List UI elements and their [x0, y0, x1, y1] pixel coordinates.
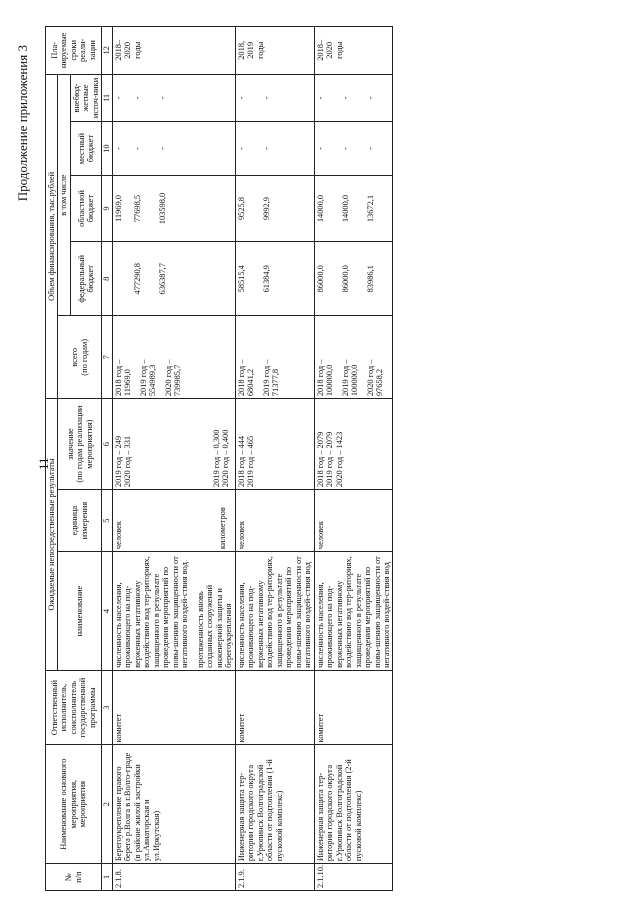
fin-external: [112, 74, 235, 122]
fin-regional: [112, 175, 235, 241]
terms: 2018– 2020 годы: [314, 27, 393, 75]
header-fin-total: всего (по годам): [58, 316, 102, 399]
fin-regional-year: 11969,0: [113, 195, 123, 222]
header-fin-external: внебюд-жетные источ-ники: [70, 74, 101, 122]
fin-external-year: -: [157, 96, 167, 100]
executor: комитет: [112, 670, 235, 744]
fin-total-year: 2018 год – 68041,2: [236, 359, 256, 397]
fin-external-year: -: [113, 96, 123, 100]
fin-total: [112, 316, 235, 399]
column-numbers-row: [102, 27, 112, 891]
result-unit: человек: [235, 490, 314, 552]
header-num: № п/п: [46, 864, 102, 891]
event-name: Инженерная защита тер-ритории городского округа г.Урюпинск Волгоградской области от подтопления (2-й пусковой комплекс): [314, 745, 393, 864]
result-unit: человек: [113, 521, 123, 550]
header-res-value: значение (по годам реализации мероприятия): [58, 399, 102, 490]
row-number: 2.1.9.: [235, 864, 314, 891]
result-name: протяженность вновь созданных сооружений инженерной защиты и берегоукрепления: [195, 584, 234, 668]
col-number: 3: [102, 670, 112, 744]
result-name: численность населения, проживающего на под-верженных негативному воздействию вод тер-риториях, защищенного в результате проведения мероприятий по повы-шению защищенности от негативного воздей-ствия вод: [113, 556, 190, 668]
result-name: численность населения, проживающего на под-верженных негативному воздействию вод тер-риториях, защищенного в результате проведения мероприятий по повы-шению защищенности от негативного воздей-ствия вод: [314, 552, 393, 671]
header-fin-incl: в том числе: [58, 74, 70, 316]
fin-federal-year: 636387,7: [157, 263, 167, 295]
fin-total: [235, 316, 314, 399]
fin-federal: [314, 242, 393, 316]
header-results: Ожидаемые непосредственные результаты: [46, 399, 58, 671]
fin-external-year: -: [315, 96, 325, 100]
fin-regional-year: 14000,0: [315, 194, 325, 223]
fin-regional: [235, 175, 314, 241]
header-event: Наименование основного мероприятия, мероприятия: [46, 745, 102, 864]
result-units: [112, 490, 235, 552]
fin-local-year: -: [113, 147, 123, 150]
fin-local: [112, 122, 235, 176]
col-number: 9: [102, 175, 112, 241]
result-name: численность населения, проживающего на под-верженных негативному воздействию вод тер-риториях, защищенного в результате проведения мероприятий по повы-шению защищенности от негативного воздей-ствия вод: [235, 552, 314, 671]
result-value: 2018 год – 2079 2019 год – 2079 2020 год – 1423: [314, 399, 393, 490]
col-number: 2: [102, 745, 112, 864]
result-value: 2019 год – 0,300 2020 год – 0,400: [211, 429, 231, 488]
result-value: 2019 год – 249 2020 год – 331: [113, 435, 133, 488]
row-number: 2.1.8.: [112, 864, 235, 891]
header-financing: Объем финансирования, тыс.рублей: [46, 74, 58, 398]
col-number: 5: [102, 490, 112, 552]
fin-external-year: -: [261, 96, 271, 100]
table-row: [235, 27, 314, 891]
col-number: 6: [102, 399, 112, 490]
fin-external-year: -: [132, 96, 142, 100]
funding-table: [45, 26, 393, 891]
header-executor: Ответственный исполнитель, соисполнитель государственной программы: [46, 670, 102, 744]
fin-federal-year: 477290,8: [132, 263, 142, 295]
terms: 2018– 2020 годы: [112, 27, 235, 75]
fin-external: [314, 74, 393, 122]
fin-total-year: 2019 год – 554989,3: [138, 359, 158, 397]
header-res-name: наименование: [58, 552, 102, 671]
fin-local-year: -: [261, 147, 271, 150]
fin-federal-year: 86000,0: [340, 265, 350, 293]
fin-total-year: 2018 год – 11969,0: [113, 359, 133, 397]
executor: комитет: [235, 670, 314, 744]
continuation-title: Продолжение приложения 3: [15, 45, 30, 202]
table-row: [112, 27, 235, 891]
fin-total-year: 2019 год – 71377,8: [261, 359, 281, 397]
fin-total-year: 2020 год – 739985,7: [163, 359, 183, 397]
header-fin-local: местный бюджет: [70, 122, 101, 176]
col-number: 7: [102, 316, 112, 399]
fin-regional-year: 13672,1: [365, 194, 375, 223]
result-names: [112, 552, 235, 671]
fin-regional-year: 9525,8: [236, 197, 246, 221]
page-number: 11: [36, 457, 51, 470]
fin-federal: [235, 242, 314, 316]
col-number: 10: [102, 122, 112, 176]
result-value: 2018 год – 444 2019 год – 465: [235, 399, 314, 490]
executor: комитет: [314, 670, 393, 744]
fin-local: [235, 122, 314, 176]
fin-total: [314, 316, 393, 399]
header-fin-federal: федеральный бюджет: [70, 242, 101, 316]
col-number: 12: [102, 27, 112, 75]
col-number: 1: [102, 864, 112, 891]
fin-local-year: -: [132, 147, 142, 150]
fin-regional-year: 14000,0: [340, 194, 350, 223]
fin-regional: [314, 175, 393, 241]
fin-external: [235, 74, 314, 122]
fin-external-year: -: [340, 96, 350, 100]
result-unit: человек: [314, 490, 393, 552]
col-number: 4: [102, 552, 112, 671]
fin-total-year: 2018 год – 100000,0: [315, 359, 335, 397]
fin-federal-year: 83986,1: [365, 265, 375, 293]
fin-federal: [112, 242, 235, 316]
header-res-unit: единица измерения: [58, 490, 102, 552]
row-number: 2.1.10.: [314, 864, 393, 891]
fin-local-year: -: [157, 147, 167, 150]
fin-federal-year: [114, 244, 133, 313]
table-row: [314, 27, 393, 891]
event-name: Берегоукрепление правого берега р.Волга в г.Волго-граде (в районе жилой застройки ул.Авиаторская и ул.Иркутская): [112, 745, 235, 864]
fin-regional-year: 103598,0: [157, 192, 167, 225]
terms: 2018, 2019 годы: [235, 27, 314, 75]
col-number: 8: [102, 242, 112, 316]
fin-external-year: -: [365, 96, 375, 100]
header-fin-regional: областной бюджет: [70, 175, 101, 241]
fin-total-year: 2020 год – 97658,2: [365, 359, 385, 397]
fin-local-year: -: [365, 147, 375, 150]
col-number: 11: [102, 74, 112, 122]
fin-federal-year: 86000,0: [315, 265, 325, 293]
fin-local-year: -: [236, 147, 246, 150]
fin-federal-year: 61384,9: [261, 265, 271, 293]
fin-regional-year: 9992,9: [261, 197, 271, 221]
fin-local-year: -: [340, 147, 350, 150]
fin-local-year: -: [315, 147, 325, 150]
header-terms: Пла-нируемые сроки реали-зации: [46, 27, 102, 75]
event-name: Инженерная защита тер-ритории городского округа г.Урюпинск Волгоградской области от подтопления (1-й пусковой комплекс): [235, 745, 314, 864]
fin-regional-year: 77698,5: [132, 194, 142, 223]
result-values: [112, 399, 235, 490]
fin-federal-year: 58515,4: [236, 265, 246, 293]
fin-external-year: -: [236, 96, 246, 100]
fin-total-year: 2019 год – 100000,0: [340, 359, 360, 397]
result-unit: километров: [218, 507, 228, 550]
fin-local: [314, 122, 393, 176]
